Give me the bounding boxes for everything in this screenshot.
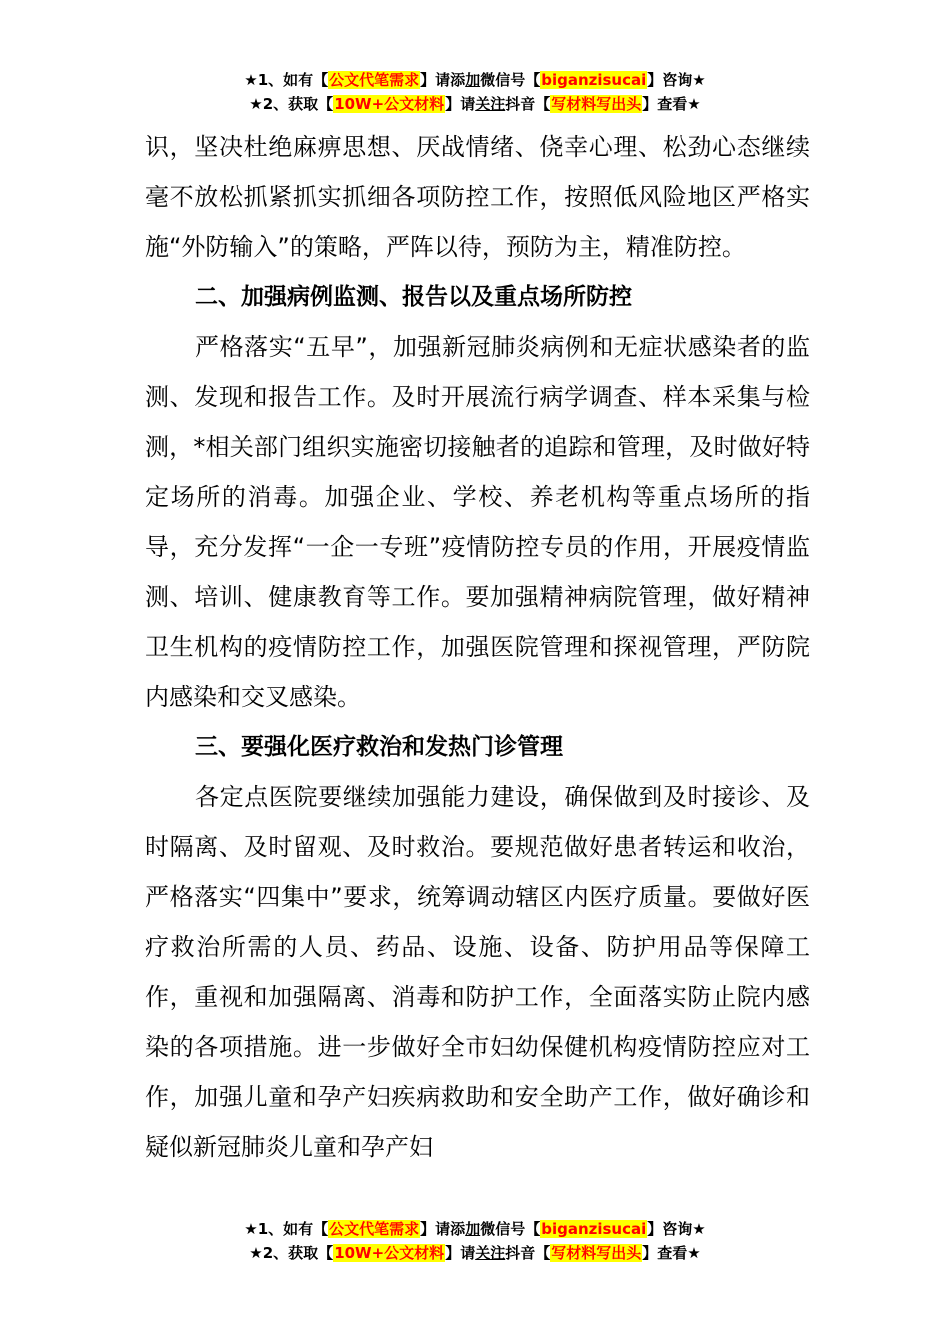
footer-line-1: ★1、如有【公文代笔需求】请添加微信号【biganzisucai】咨询★ bbox=[244, 1220, 706, 1238]
footer-highlight-douyin-id: 写材料写出头 bbox=[551, 1244, 642, 1262]
highlight-wechat-id: biganzisucai bbox=[541, 71, 647, 89]
paragraph-continuation: 识，坚决杜绝麻痹思想、厌战情绪、侥幸心理、松劲心态继续毫不放松抓紧抓实抓细各项防控工作，按照低风险地区严格实施“外防输入”的策略，严阵以待，预防为主，精准防控。 bbox=[145, 133, 810, 261]
section-heading-2: 二、加强病例监测、报告以及重点场所防控 bbox=[195, 284, 632, 310]
document-body bbox=[145, 122, 810, 1172]
footer-line-2: ★2、获取【10W+公文材料】请关注抖音【写材料写出头】查看★ bbox=[249, 1244, 701, 1262]
highlight-materials: 10W+公文材料 bbox=[334, 95, 445, 113]
banner-line-1: ★1、如有【公文代笔需求】请添加微信号【biganzisucai】咨询★ bbox=[244, 71, 706, 89]
header-banner bbox=[0, 68, 950, 116]
paragraph-section-3: 各定点医院要继续加强能力建设，确保做到及时接诊、及时隔离、及时留观、及时救治。要规范做好患者转运和收治，严格落实“四集中”要求，统筹调动辖区内医疗质量。要做好医疗救治所需的人员、药品、设施、设备、防护用品等保障工作，重视和加强隔离、消毒和防护工作，全面落实防止院内感染的各项措施。进一步做好全市妇幼保健机构疫情防控应对工作，加强儿童和孕产妇疾病救助和安全助产工作，做好确诊和疑似新冠肺炎儿童和孕产妇 bbox=[145, 783, 810, 1161]
footer-highlight-service: 公文代笔需求 bbox=[329, 1220, 420, 1238]
footer-banner bbox=[0, 1217, 950, 1265]
highlight-service: 公文代笔需求 bbox=[329, 71, 420, 89]
highlight-douyin-id: 写材料写出头 bbox=[551, 95, 642, 113]
section-heading-3: 三、要强化医疗救治和发热门诊管理 bbox=[195, 734, 563, 760]
paragraph-section-2: 严格落实“五早”，加强新冠肺炎病例和无症状感染者的监测、发现和报告工作。及时开展流行病学调查、样本采集与检测，*相关部门组织实施密切接触者的追踪和管理，及时做好特定场所的消毒。加强企业、学校、养老机构等重点场所的指导，充分发挥“一企一专班”疫情防控专员的作用，开展疫情监测、培训、健康教育等工作。要加强精神病院管理，做好精神卫生机构的疫情防控工作，加强医院管理和探视管理，严防院内感染和交叉感染。 bbox=[145, 333, 810, 711]
footer-highlight-materials: 10W+公文材料 bbox=[334, 1244, 445, 1262]
footer-highlight-wechat-id: biganzisucai bbox=[541, 1220, 647, 1238]
banner-line-2: ★2、获取【10W+公文材料】请关注抖音【写材料写出头】查看★ bbox=[249, 95, 701, 113]
